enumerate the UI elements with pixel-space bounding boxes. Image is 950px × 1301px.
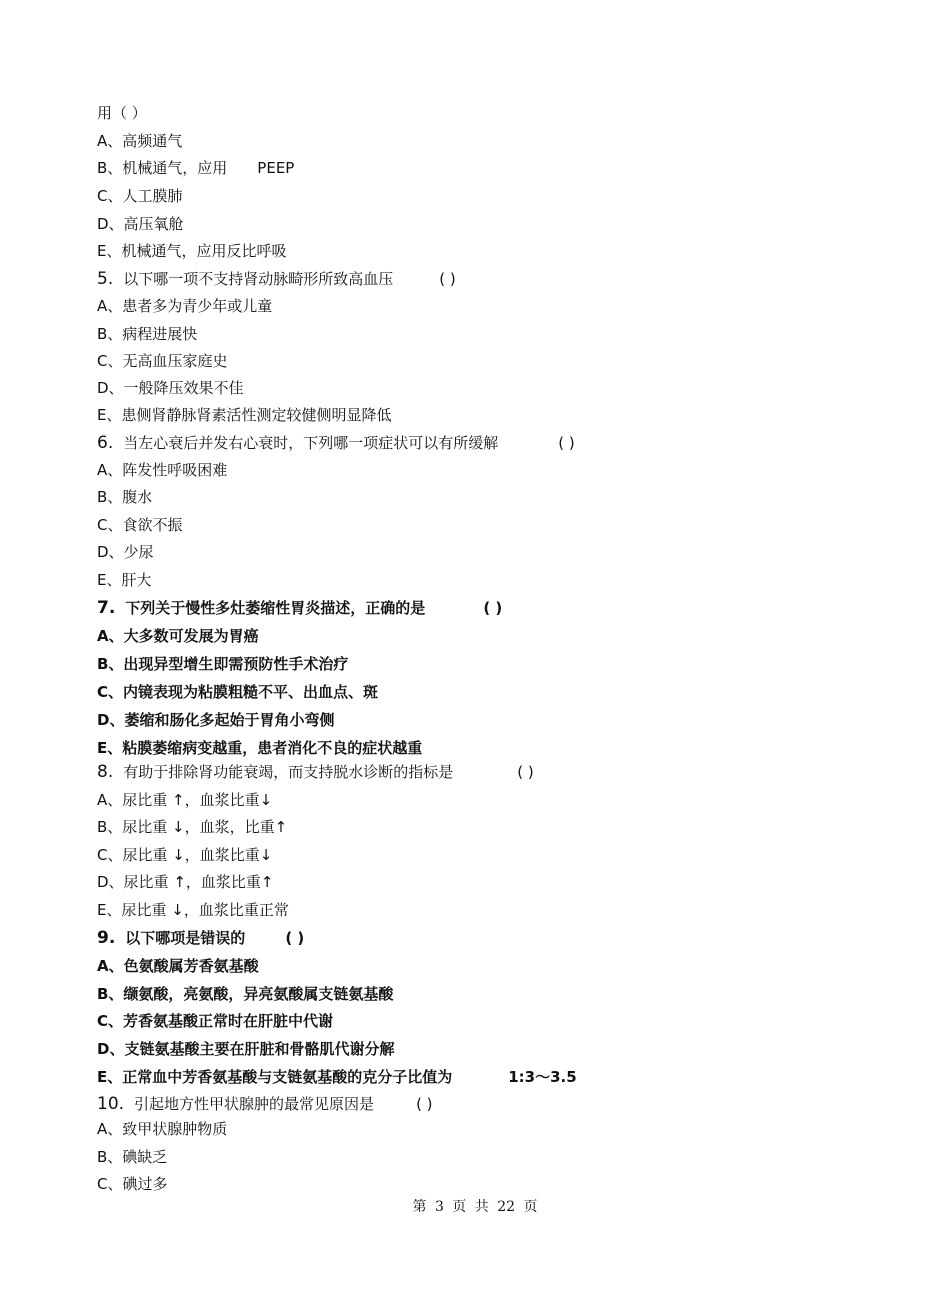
option-text: E、机械通气，应用反比呼吸 — [97, 242, 287, 260]
option-text: D、少尿 — [97, 543, 154, 561]
option-text: E、粘膜萎缩病变越重，患者消化不良的症状越重 — [97, 739, 423, 757]
question-stem — [97, 1094, 433, 1114]
text-line — [97, 186, 182, 206]
option-text: C、内镜表现为粘膜粗糙不平、出血点、斑 — [97, 683, 379, 701]
option-text: 用（ ） — [97, 104, 147, 122]
option-text: A、尿比重 ↑，血浆比重↓ — [97, 791, 273, 809]
text-line — [97, 738, 422, 758]
question-number: 6. — [97, 433, 114, 453]
text-line — [97, 1011, 333, 1031]
line-tail: ( ) — [483, 599, 503, 617]
text-line — [97, 1147, 167, 1167]
option-text: B、缬氨酸，亮氨酸，异亮氨酸属支链氨基酸 — [97, 985, 394, 1003]
option-text: B、病程进展快 — [97, 325, 198, 343]
question-stem — [97, 598, 502, 618]
text-line — [97, 984, 393, 1004]
text-line — [97, 817, 287, 837]
question-text: 下列关于慢性多灶萎缩性胃炎描述，正确的是 — [125, 599, 426, 617]
option-text: B、腹水 — [97, 488, 153, 506]
text-line — [97, 460, 227, 480]
option-text: C、芳香氨基酸正常时在肝脏中代谢 — [97, 1012, 334, 1030]
page-footer: 第 3 页 共 22 页 — [412, 1199, 538, 1215]
text-line — [97, 405, 391, 425]
text-line — [97, 570, 151, 590]
question-text: 有助于排除肾功能衰竭，而支持脱水诊断的指标是 — [123, 763, 454, 781]
text-line — [97, 654, 348, 674]
question-stem — [97, 433, 575, 453]
option-text: E、肝大 — [97, 571, 152, 589]
question-stem — [97, 928, 304, 948]
option-text: A、高频通气 — [97, 132, 183, 150]
option-text: D、一般降压效果不佳 — [97, 379, 244, 397]
text-line — [97, 626, 259, 646]
text-line — [97, 872, 273, 892]
question-number: 10. — [97, 1094, 125, 1114]
text-line — [97, 103, 147, 123]
text-line — [97, 1119, 227, 1139]
option-text: A、患者多为青少年或儿童 — [97, 297, 273, 315]
option-text: D、尿比重 ↑，血浆比重↑ — [97, 873, 274, 891]
line-tail: ( ) — [558, 434, 575, 452]
text-line — [97, 710, 334, 730]
text-line — [97, 296, 272, 316]
line-tail: PEEP — [257, 159, 295, 177]
text-line — [97, 351, 227, 371]
option-text: C、碘过多 — [97, 1175, 168, 1193]
option-text: B、出现异型增生即需预防性手术治疗 — [97, 655, 349, 673]
option-text: C、尿比重 ↓，血浆比重↓ — [97, 846, 273, 864]
option-text: A、色氨酸属芳香氨基酸 — [97, 957, 259, 975]
text-line — [97, 790, 272, 810]
text-line — [97, 324, 197, 344]
question-number: 9. — [97, 928, 116, 948]
text-line — [97, 845, 272, 865]
option-text: C、人工膜肺 — [97, 187, 183, 205]
text-line — [97, 487, 152, 507]
text-line — [97, 515, 182, 535]
option-text: A、阵发性呼吸困难 — [97, 461, 228, 479]
option-text: E、正常血中芳香氨基酸与支链氨基酸的克分子比值为 — [97, 1068, 453, 1086]
option-text: E、患侧肾静脉肾素活性测定较健侧明显降低 — [97, 406, 392, 424]
option-text: A、大多数可发展为胃癌 — [97, 627, 259, 645]
option-text: B、碘缺乏 — [97, 1148, 168, 1166]
option-text: E、尿比重 ↓，血浆比重正常 — [97, 901, 289, 919]
option-text: A、致甲状腺肿物质 — [97, 1120, 228, 1138]
question-text: 引起地方性甲状腺肿的最常见原因是 — [134, 1095, 375, 1113]
question-stem — [97, 762, 534, 782]
text-line — [97, 158, 294, 178]
text-line — [97, 214, 184, 234]
option-text: D、萎缩和肠化多起始于胃角小弯侧 — [97, 711, 335, 729]
line-tail: ( ) — [517, 763, 534, 781]
text-line — [97, 1039, 394, 1059]
line-tail: ( ) — [416, 1095, 433, 1113]
question-number: 8. — [97, 762, 114, 782]
text-line — [97, 241, 286, 261]
option-text: D、高压氧舱 — [97, 215, 184, 233]
question-number: 7. — [97, 598, 116, 618]
line-tail: ( ) — [439, 270, 456, 288]
line-tail: 1:3～3.5 — [508, 1068, 577, 1086]
question-text: 以下哪项是错误的 — [125, 929, 246, 947]
question-number: 5. — [97, 269, 114, 289]
question-text: 当左心衰后并发右心衰时，下列哪一项症状可以有所缓解 — [123, 434, 499, 452]
option-text: C、无高血压家庭史 — [97, 352, 228, 370]
question-text: 以下哪一项不支持肾动脉畸形所致高血压 — [123, 270, 394, 288]
text-line — [97, 900, 289, 920]
option-text: C、食欲不振 — [97, 516, 183, 534]
line-tail: ( ) — [285, 929, 305, 947]
text-line — [97, 131, 182, 151]
text-line — [97, 956, 259, 976]
text-line — [97, 378, 244, 398]
option-text: B、机械通气，应用 — [97, 159, 228, 177]
option-text: D、支链氨基酸主要在肝脏和骨骼肌代谢分解 — [97, 1040, 395, 1058]
text-line — [97, 1174, 167, 1194]
question-stem — [97, 269, 456, 289]
text-line — [97, 1067, 577, 1087]
option-text: B、尿比重 ↓，血浆，比重↑ — [97, 818, 288, 836]
text-line — [97, 682, 378, 702]
text-line — [97, 542, 154, 562]
